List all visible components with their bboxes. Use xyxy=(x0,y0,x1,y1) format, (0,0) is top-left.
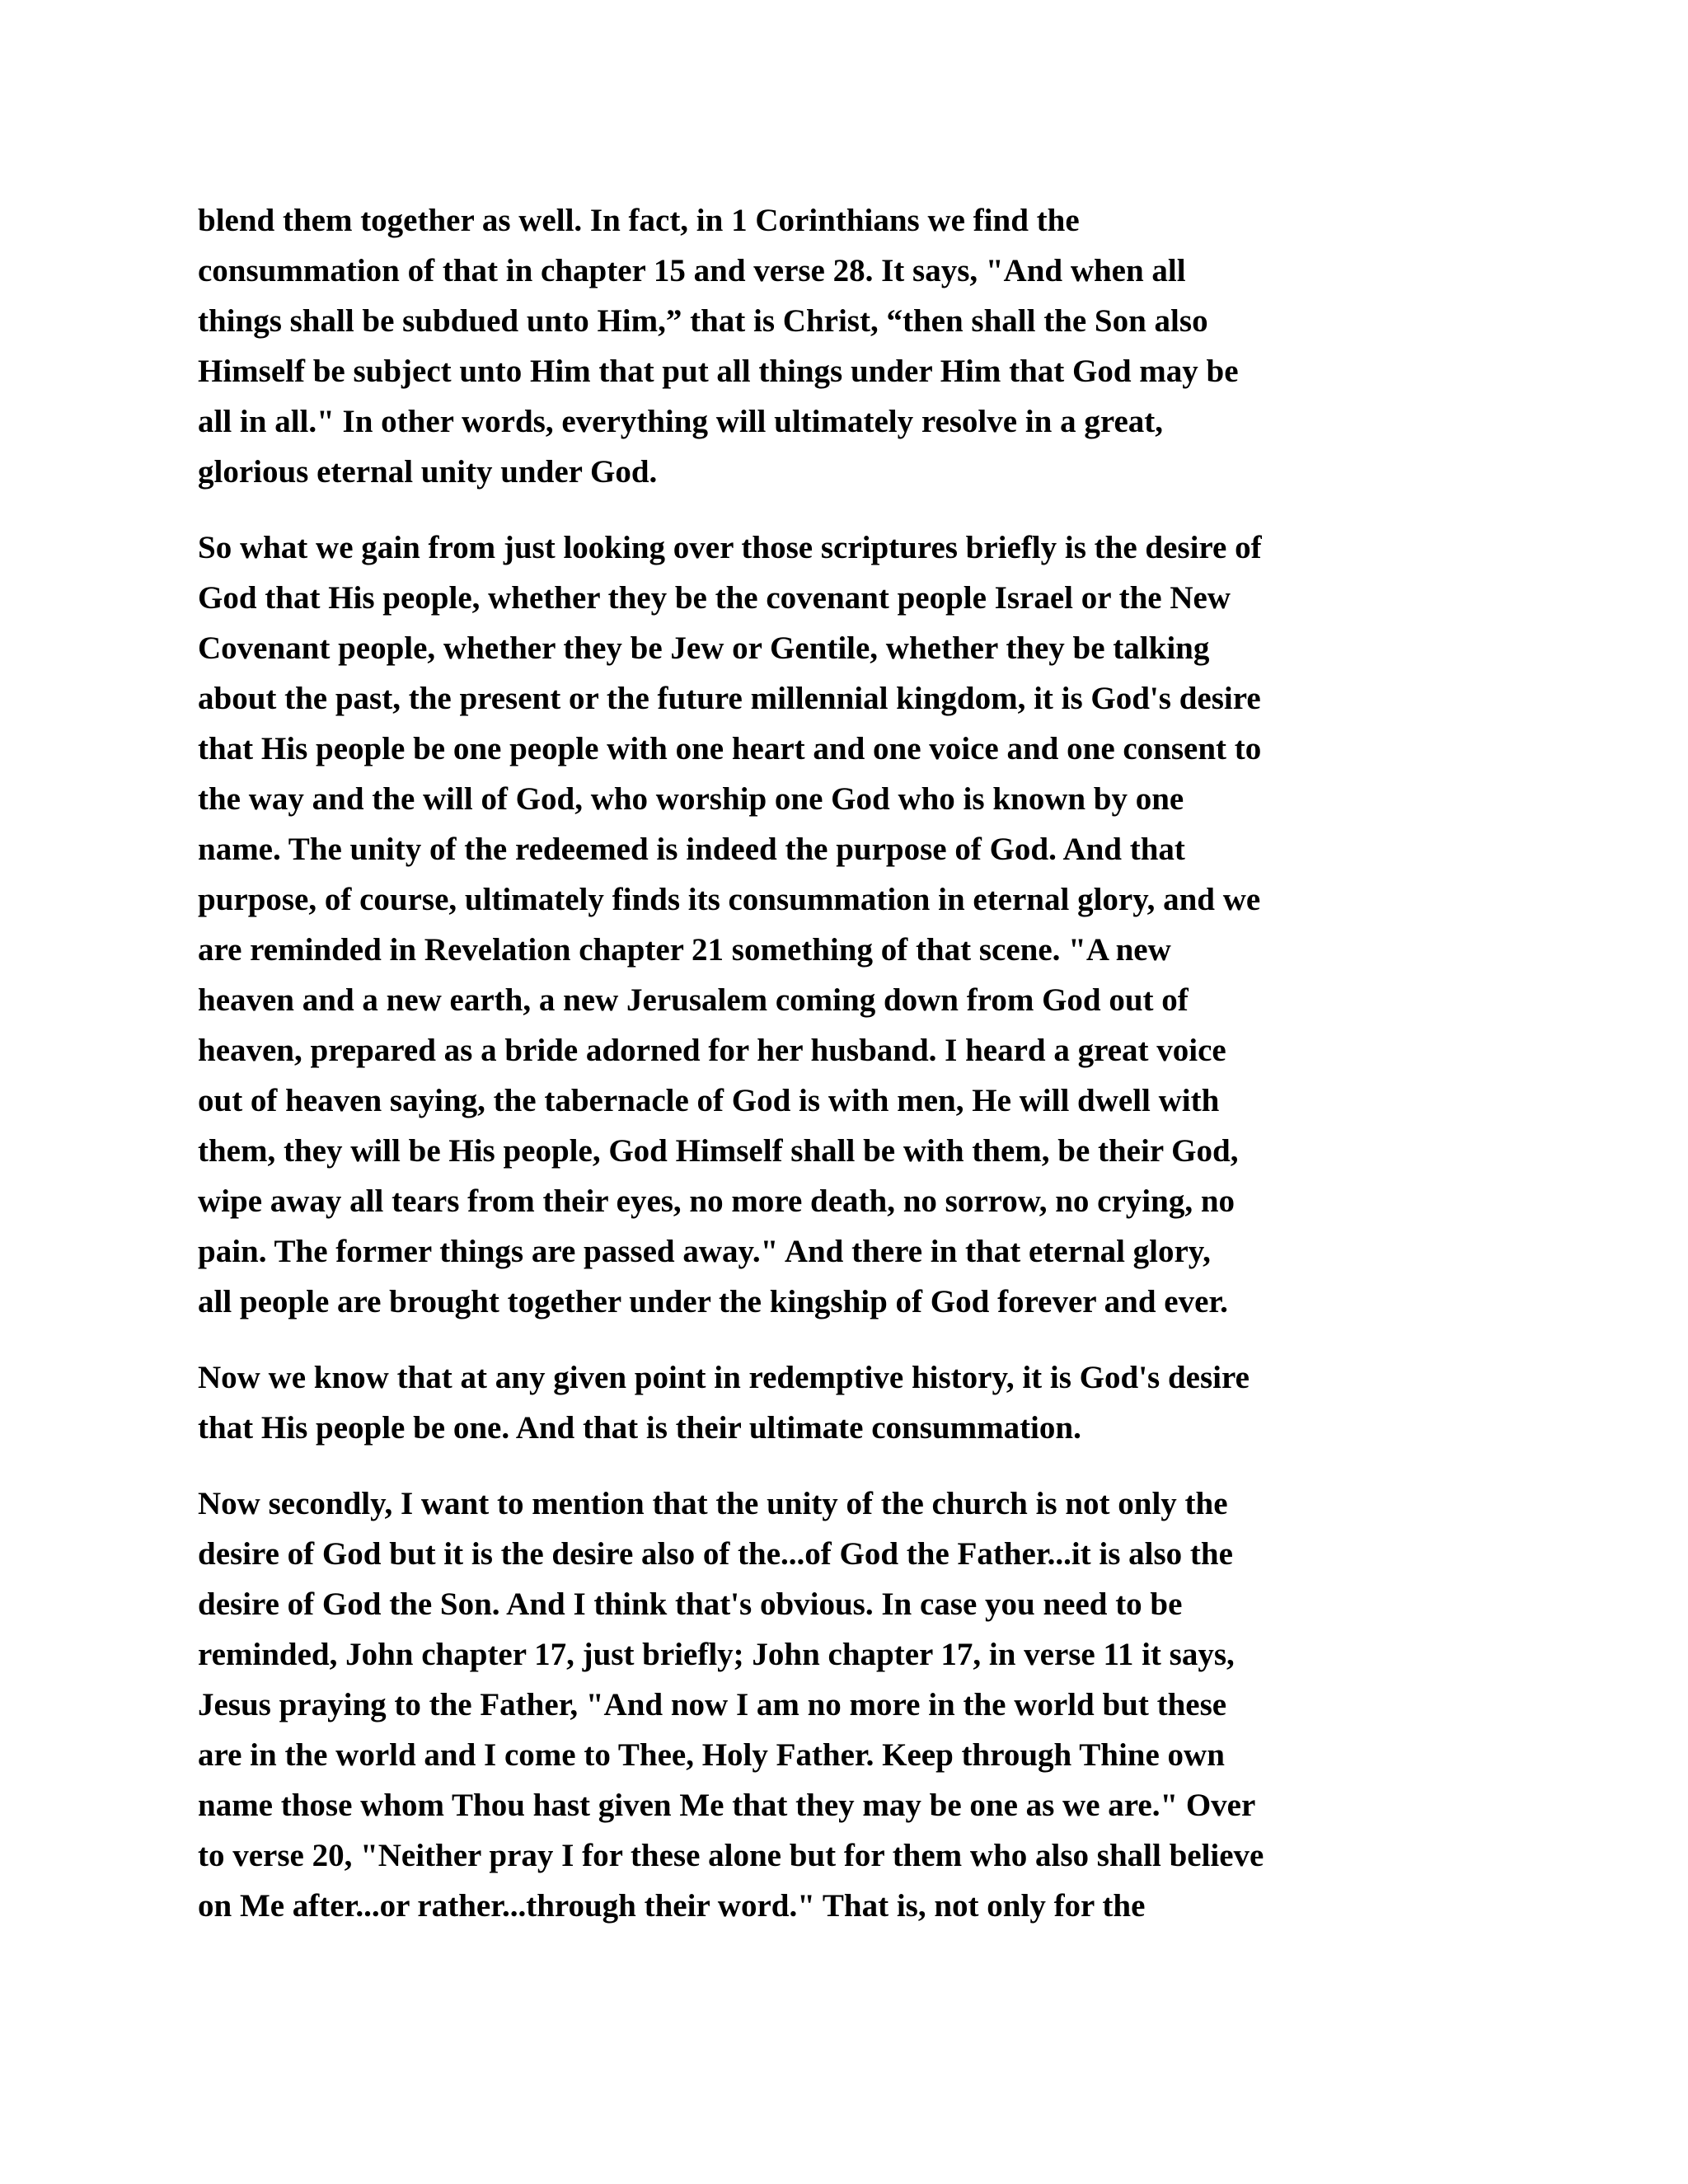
text-line: Himself be subject unto Him that put all things under Him that God may be xyxy=(198,354,1239,389)
text-line: Now secondly, I want to mention that the unity of the church is not only the xyxy=(198,1486,1228,1521)
text-line: heaven and a new earth, a new Jerusalem coming down from God out of xyxy=(198,982,1189,1018)
text-line: name those whom Thou hast given Me that they may be one as we are." Over xyxy=(198,1788,1256,1823)
text-line: consummation of that in chapter 15 and verse 28. It says, "And when all xyxy=(198,253,1186,288)
text-line: glorious eternal unity under God. xyxy=(198,454,658,490)
text-line: all in all." In other words, everything will ultimately resolve in a great, xyxy=(198,404,1164,439)
text-line: desire of God the Son. And I think that's obvious. In case you need to be xyxy=(198,1586,1183,1622)
text-line: them, they will be His people, God Himself shall be with them, be their God, xyxy=(198,1133,1239,1169)
text-line: name. The unity of the redeemed is indeed the purpose of God. And that xyxy=(198,832,1185,867)
text-line: about the past, the present or the future millennial kingdom, it is God's desire xyxy=(198,681,1261,716)
text-line: desire of God but it is the desire also of the...of God the Father...it is also the xyxy=(198,1536,1233,1572)
text-line: So what we gain from just looking over those scriptures briefly is the desire of xyxy=(198,530,1262,565)
text-line: wipe away all tears from their eyes, no more death, no sorrow, no crying, no xyxy=(198,1183,1236,1219)
paragraph-3 xyxy=(198,1352,1508,1453)
text-line: purpose, of course, ultimately finds its consummation in eternal glory, and we xyxy=(198,882,1261,917)
text-line: are reminded in Revelation chapter 21 something of that scene. "A new xyxy=(198,932,1171,968)
paragraph-2 xyxy=(198,523,1508,1327)
body-text xyxy=(198,195,1508,1931)
text-line: that His people be one people with one heart and one voice and one consent to xyxy=(198,731,1262,766)
text-line: that His people be one. And that is their ultimate consummation. xyxy=(198,1410,1081,1446)
text-line: all people are brought together under the kingship of God forever and ever. xyxy=(198,1284,1228,1319)
text-line: Now we know that at any given point in redemptive history, it is God's desire xyxy=(198,1360,1250,1395)
text-line: are in the world and I come to Thee, Holy Father. Keep through Thine own xyxy=(198,1737,1225,1773)
text-line: to verse 20, "Neither pray I for these alone but for them who also shall believe xyxy=(198,1838,1264,1873)
text-line: out of heaven saying, the tabernacle of God is with men, He will dwell with xyxy=(198,1083,1220,1118)
text-line: the way and the will of God, who worship one God who is known by one xyxy=(198,781,1184,817)
paragraph-4 xyxy=(198,1479,1508,1931)
text-line: God that His people, whether they be the covenant people Israel or the New xyxy=(198,580,1231,616)
text-line: Jesus praying to the Father, "And now I am no more in the world but these xyxy=(198,1687,1227,1722)
text-line: heaven, prepared as a bride adorned for her husband. I heard a great voice xyxy=(198,1033,1226,1068)
paragraph-1 xyxy=(198,195,1508,497)
text-line: pain. The former things are passed away." And there in that eternal glory, xyxy=(198,1234,1211,1269)
text-line: on Me after...or rather...through their word." That is, not only for the xyxy=(198,1888,1146,1924)
text-line: reminded, John chapter 17, just briefly; John chapter 17, in verse 11 it says, xyxy=(198,1637,1235,1672)
text-line: blend them together as well. In fact, in 1 Corinthians we find the xyxy=(198,203,1080,238)
text-line: things shall be subdued unto Him,” that is Christ, “then shall the Son also xyxy=(198,303,1208,339)
text-line: Covenant people, whether they be Jew or Gentile, whether they be talking xyxy=(198,630,1210,666)
